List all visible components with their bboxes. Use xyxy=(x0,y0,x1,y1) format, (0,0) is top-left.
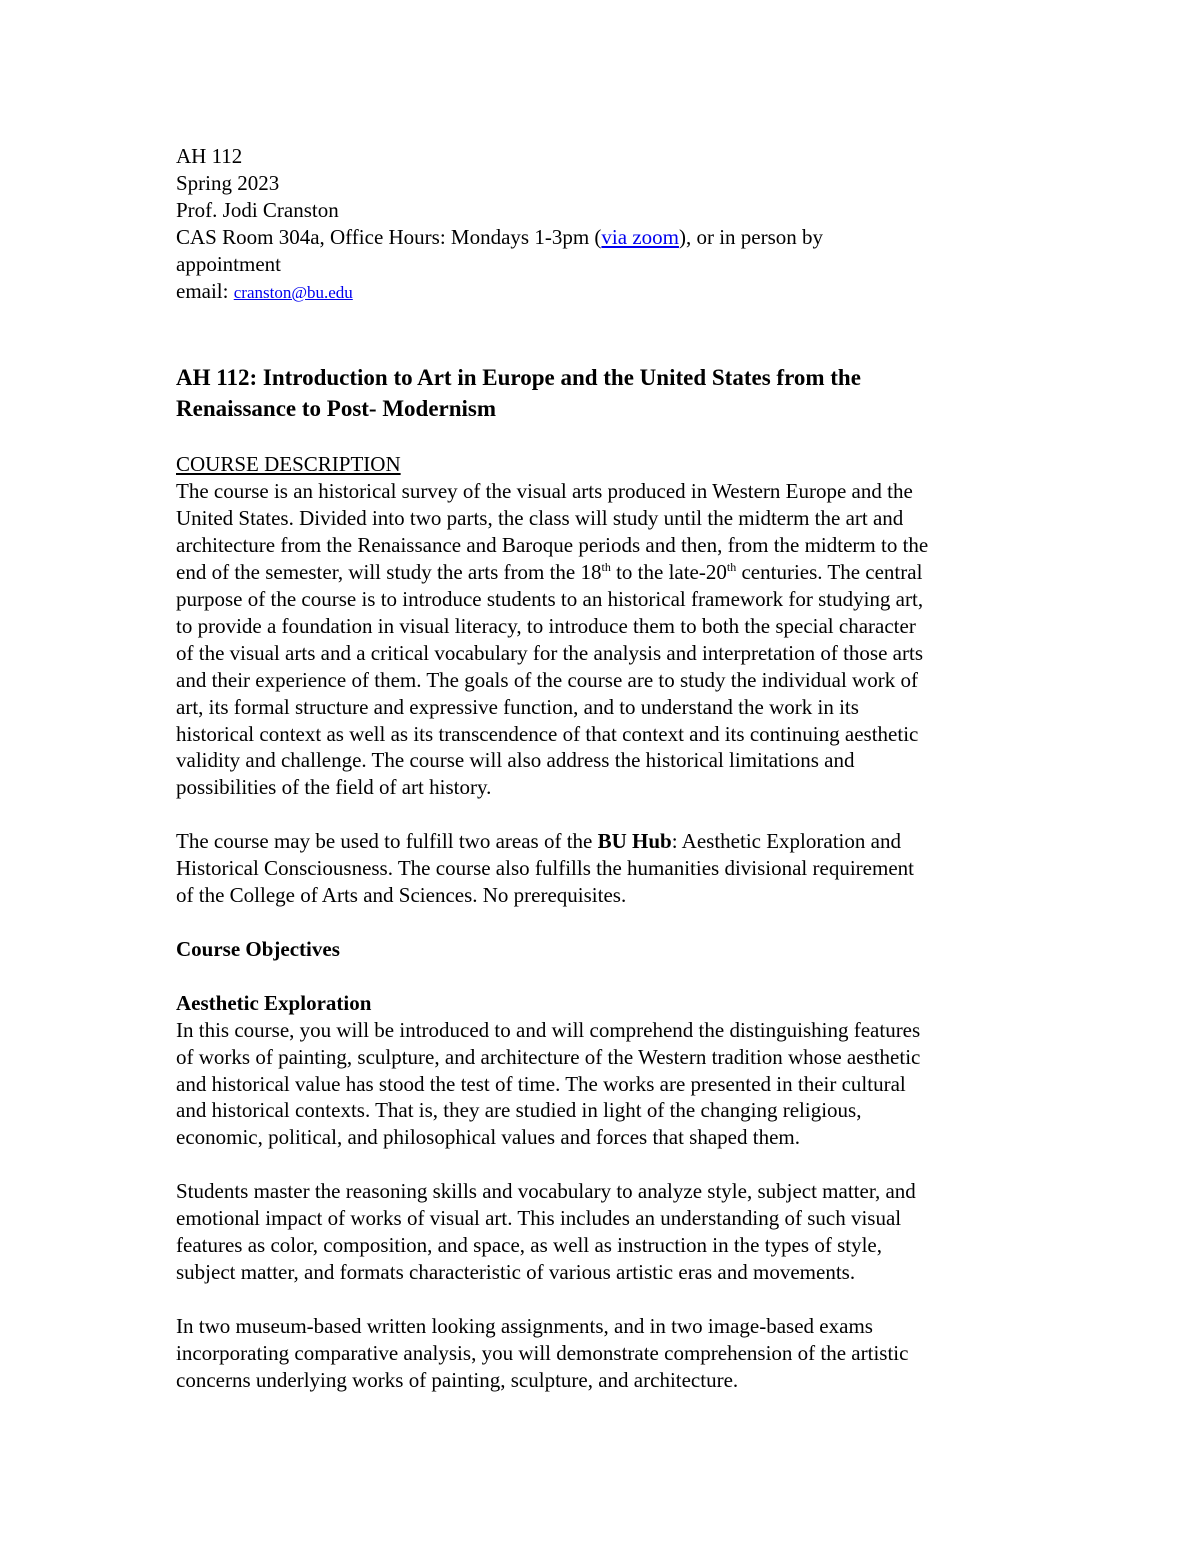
course-description-heading: COURSE DESCRIPTION xyxy=(176,452,401,477)
course-title xyxy=(176,362,1036,424)
description-line: architecture from the Renaissance and Baroque periods and then, from the midterm to the xyxy=(176,533,929,558)
description-line: art, its formal structure and expressive function, and to understand the work in its xyxy=(176,694,859,719)
objectives-heading: Course Objectives xyxy=(176,936,340,961)
superscript-th: th xyxy=(601,560,611,575)
course-code: AH 112 xyxy=(176,144,243,168)
description-text: centuries. The central xyxy=(736,560,923,585)
paragraph-line: In this course, you will be introduced to and will comprehend the distinguishing features xyxy=(176,1017,921,1042)
description-line: to provide a foundation in visual literacy, to introduce them to both the special character xyxy=(176,613,916,638)
email-link[interactable]: cranston@bu.edu xyxy=(233,282,353,302)
office-hours-line-2: appointment xyxy=(176,251,281,276)
course-description xyxy=(176,451,1036,801)
professor-name: Prof. Jodi Cranston xyxy=(176,197,339,222)
paragraph-line: and historical contexts. That is, they are studied in light of the changing religious, xyxy=(176,1098,862,1123)
paragraph-line: Students master the reasoning skills and vocabulary to analyze style, subject matter, and xyxy=(176,1179,916,1204)
office-hours-line xyxy=(176,224,1036,251)
description-line: possibilities of the field of art history. xyxy=(176,775,492,800)
office-hours-text: CAS Room 304a, Office Hours: Mondays 1-3pm ( xyxy=(176,224,602,249)
description-line: validity and challenge. The course will also address the historical limitations and xyxy=(176,748,855,773)
paragraph-line: In two museum-based written looking assignments, and in two image-based exams xyxy=(176,1313,873,1338)
description-line: The course is an historical survey of the visual arts produced in Western Europe and the xyxy=(176,479,913,504)
header-block xyxy=(176,143,1036,306)
description-text: end of the semester, will study the arts from the 18 xyxy=(176,560,602,585)
office-hours-text-end: ), or in person by xyxy=(678,224,824,249)
objectives-paragraph-3 xyxy=(176,1313,1036,1394)
paragraph-line: subject matter, and formats characteristic of various artistic eras and movements. xyxy=(176,1260,856,1284)
description-line xyxy=(176,559,1036,586)
email-line xyxy=(176,278,1036,307)
bu-hub-label: BU Hub xyxy=(597,829,672,854)
description-line: purpose of the course is to introduce students to an historical framework for studying art, xyxy=(176,586,924,611)
superscript-th: th xyxy=(726,560,737,575)
course-title-line-2: Renaissance to Post- Modernism xyxy=(176,396,497,422)
hub-paragraph xyxy=(176,828,1036,909)
description-text: to the late-20 xyxy=(610,560,727,585)
aesthetic-exploration-heading: Aesthetic Exploration xyxy=(176,990,372,1015)
description-line: United States. Divided into two parts, the class will study until the midterm the art and xyxy=(176,506,904,531)
paragraph-line: emotional impact of works of visual art. This includes an understanding of such visual xyxy=(176,1206,902,1231)
paragraph-line: of works of painting, sculpture, and architecture of the Western tradition whose aesthetic xyxy=(176,1044,921,1069)
paragraph-line: concerns underlying works of painting, sculpture, and architecture. xyxy=(176,1367,739,1392)
paragraph-line: features as color, composition, and space, as well as instruction in the types of style, xyxy=(176,1233,882,1258)
term: Spring 2023 xyxy=(176,170,280,195)
objectives-paragraph-1 xyxy=(176,1017,1036,1152)
paragraph-line: economic, political, and philosophical values and forces that shaped them. xyxy=(176,1125,800,1150)
zoom-link[interactable]: via zoom xyxy=(601,224,679,249)
description-line: and their experience of them. The goals of the course are to study the individual work of xyxy=(176,667,918,692)
hub-line: of the College of Arts and Sciences. No prerequisites. xyxy=(176,883,627,908)
hub-text: The course may be used to fulfill two areas of the xyxy=(176,829,598,854)
paragraph-line: and historical value has stood the test of time. The works are presented in their cultural xyxy=(176,1071,906,1096)
course-title-line-1: AH 112: Introduction to Art in Europe and the United States from the xyxy=(176,365,861,391)
email-label: email: xyxy=(176,278,234,303)
document-page xyxy=(176,143,1036,1394)
hub-line xyxy=(176,828,1036,855)
description-line: of the visual arts and a critical vocabulary for the analysis and interpretation of those arts xyxy=(176,640,923,665)
objectives-paragraph-2 xyxy=(176,1178,1036,1286)
paragraph-line: incorporating comparative analysis, you will demonstrate comprehension of the artistic xyxy=(176,1340,909,1365)
hub-text: : Aesthetic Exploration and xyxy=(671,829,901,854)
hub-line: Historical Consciousness. The course also fulfills the humanities divisional requirement xyxy=(176,856,914,881)
description-line: historical context as well as its transcendence of that context and its continuing aesthetic xyxy=(176,721,919,746)
